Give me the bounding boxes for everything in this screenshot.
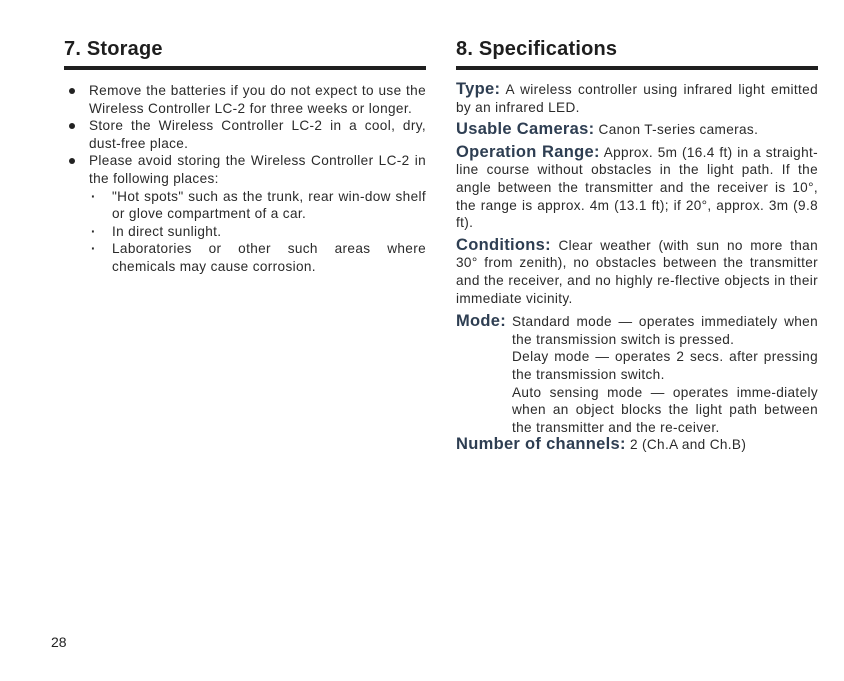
spec-range xyxy=(456,144,818,232)
spec-conditions xyxy=(456,237,818,307)
specifications-heading: 8. Specifications xyxy=(456,38,618,60)
specifications-section xyxy=(456,36,818,454)
spec-cameras xyxy=(456,121,818,139)
spec-channels-text: 2 (Ch.A and Ch.B) xyxy=(629,437,747,453)
storage-list xyxy=(64,82,426,276)
spec-range-text: Approx. 5m (16.4 ft) in a straight-line course without obstacles in the light path. If the angle between the transmitter and the receiver is 10°, the range is approx. 4m (13.1 ft); if 20°, approx. 3m (9.8 ft). xyxy=(456,144,819,231)
avoid-place-item: · In direct sunlight. xyxy=(89,223,426,241)
storage-item: Store the Wireless Controller LC-2 in a cool, dry, dust-free place. xyxy=(64,117,426,152)
spec-mode xyxy=(456,312,818,436)
spec-mode-item: Delay mode — operates 2 secs. after pressing the transmission switch. xyxy=(512,349,818,382)
spec-mode-item: Standard mode — operates immediately when the transmission switch is pressed. xyxy=(512,314,818,347)
spec-mode-item: Auto sensing mode — operates imme-diately when an object blocks the light path between the transmitter and the re-ceiver. xyxy=(512,384,818,435)
storage-heading-rule xyxy=(64,66,426,70)
spec-type xyxy=(456,81,818,116)
storage-item xyxy=(64,152,426,275)
spec-channels xyxy=(456,436,818,454)
spec-mode-label: Mode: xyxy=(456,312,507,331)
spec-range-label: Operation Range: xyxy=(456,142,600,161)
spec-cameras-label: Usable Cameras: xyxy=(456,120,595,139)
avoid-place-item: · Laboratories or other such areas where chemicals may cause corrosion. xyxy=(89,240,426,275)
spec-conditions-text: Clear weather (with sun no more than 30° from zenith), no obstacles between the transmitter and the receiver, and no highly re-flective objects in their immediate vicinity. xyxy=(456,237,818,306)
spec-type-text: A wireless controller using infrared light emitted by an infrared LED. xyxy=(456,82,818,115)
spec-cameras-text: Canon T-series cameras. xyxy=(598,122,759,138)
spec-conditions-label: Conditions: xyxy=(456,235,551,254)
storage-item: Remove the batteries if you do not expect to use the Wireless Controller LC-2 for three weeks or longer. xyxy=(64,82,426,117)
specifications-heading-rule xyxy=(456,66,818,70)
avoid-places-list xyxy=(89,188,426,276)
avoid-place-item: · "Hot spots" such as the trunk, rear win-dow shelf or glove compartment of a car. xyxy=(89,188,426,223)
storage-heading: 7. Storage xyxy=(64,38,163,60)
storage-item-text: Please avoid storing the Wireless Controller LC-2 in the following places: xyxy=(89,153,426,186)
page-number: 28 xyxy=(51,634,67,650)
storage-section xyxy=(64,36,426,276)
spec-mode-list xyxy=(512,312,818,436)
spec-type-label: Type: xyxy=(456,80,501,98)
spec-channels-label: Number of channels: xyxy=(456,435,626,454)
